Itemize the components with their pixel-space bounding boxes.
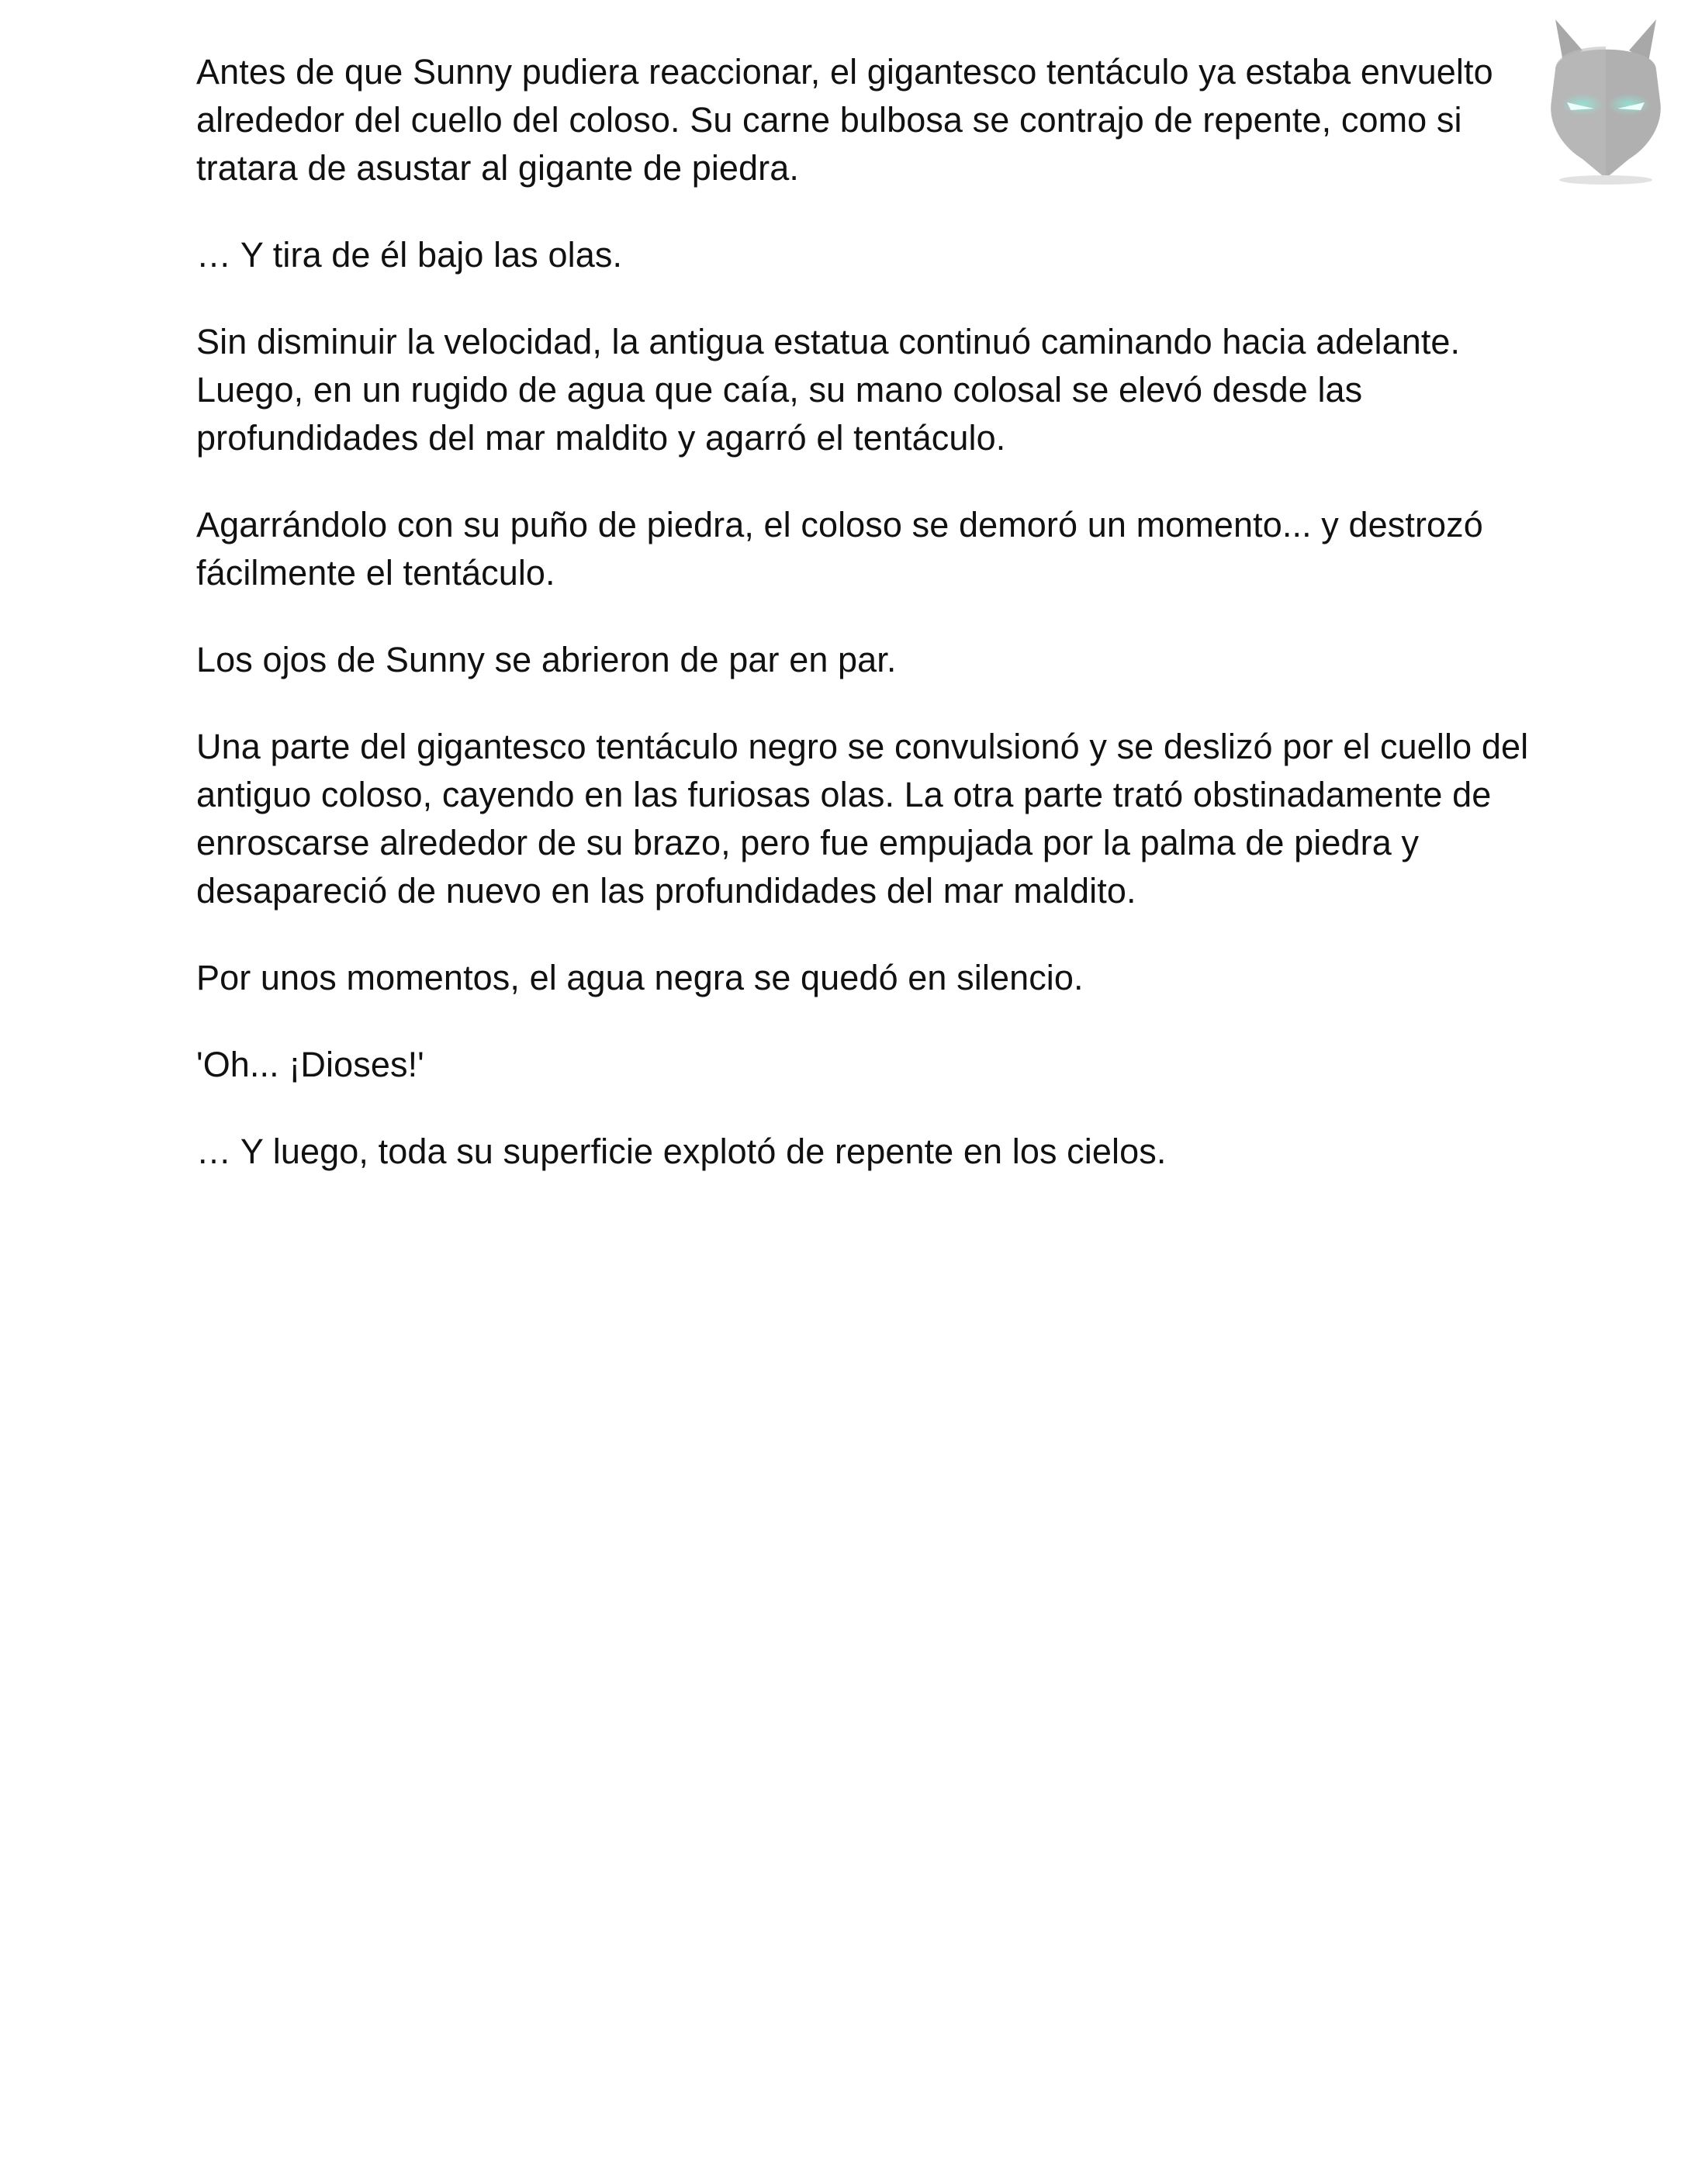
paragraph: Por unos momentos, el agua negra se quedó en silencio. xyxy=(196,958,1084,997)
paragraph: … Y luego, toda su superficie explotó de repente en los cielos. xyxy=(196,1132,1167,1171)
document-body xyxy=(196,48,1531,1215)
paragraph: Una parte del gigantesco tentáculo negro se convulsionó y se deslizó por el cuello del antiguo coloso, cayendo en las furiosas olas. La otra parte trató obstinadamente de enroscarse alrededor de su brazo, pero fue empujada por la palma de piedra y desapareció de nuevo en las profundidades del mar maldito. xyxy=(196,727,1529,911)
paragraph: Sin disminuir la velocidad, la antigua estatua continuó caminando hacia adelante. Luego, en un rugido de agua que caía, su mano colosal se elevó desde las profundidades del mar maldito y agarró el tentáculo. xyxy=(196,322,1461,458)
paragraph: … Y tira de él bajo las olas. xyxy=(196,235,623,275)
paragraph: Antes de que Sunny pudiera reaccionar, el gigantesco tentáculo ya estaba envuelto alrededor del cuello del coloso. Su carne bulbosa se contrajo de repente, como si tratara de asustar al gigante de piedra. xyxy=(196,52,1493,188)
paragraph: Agarrándolo con su puño de piedra, el coloso se demoró un momento... y destrozó fácilmente el tentáculo. xyxy=(196,505,1483,593)
paragraph: 'Oh... ¡Dioses!' xyxy=(196,1045,424,1084)
paragraph: Los ojos de Sunny se abrieron de par en par. xyxy=(196,640,897,679)
demon-head-icon xyxy=(1532,16,1679,186)
